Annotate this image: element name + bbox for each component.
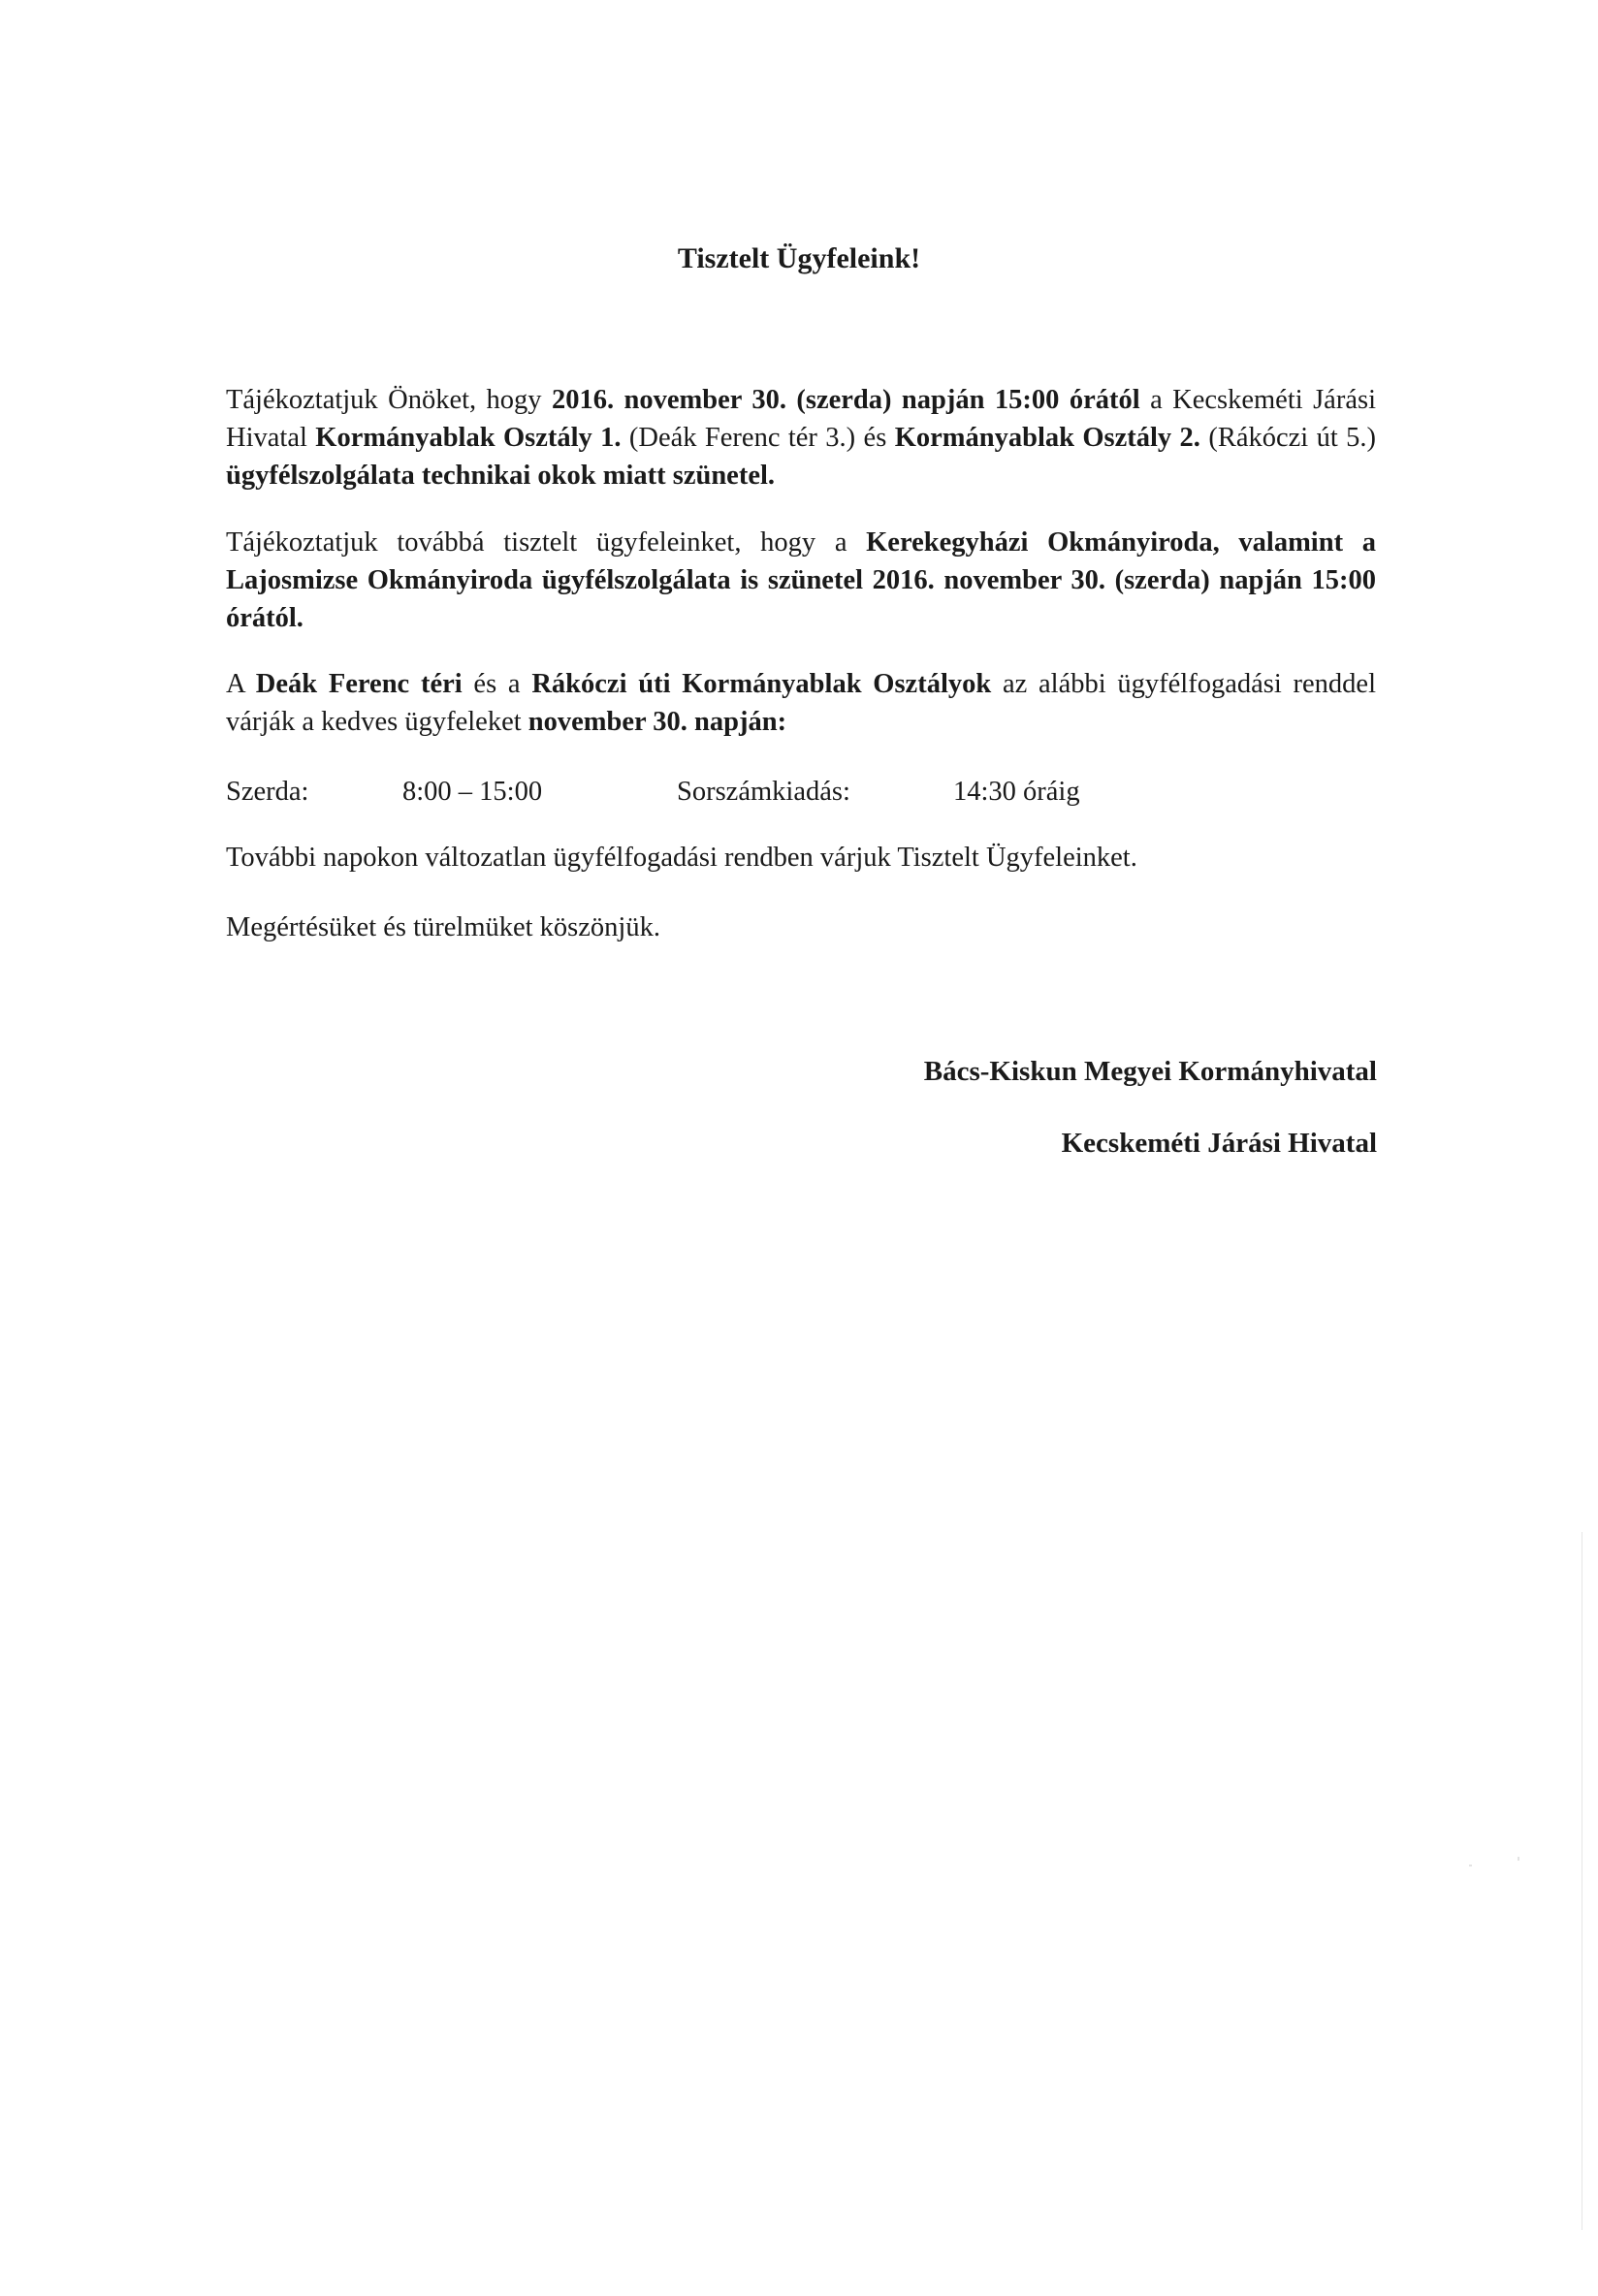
ticket-issue-label: Sorszámkiadás:	[677, 777, 850, 807]
p1-text-4: (Rákóczi út 5.)	[1199, 423, 1376, 453]
scan-speck	[1469, 1865, 1472, 1866]
hours-time-range: 8:00 – 15:00	[402, 777, 543, 807]
ticket-issue-time: 14:30 óráig	[953, 777, 1080, 807]
p3-text-2: és a	[462, 669, 532, 699]
p1-bold-office-1: Kormányablak Osztály 1.	[315, 423, 622, 453]
paragraph-opening-hours-intro	[226, 665, 1376, 741]
p3-bold-deak: Deák Ferenc téri	[255, 669, 463, 699]
p3-bold-rakoczi: Rákóczi úti Kormányablak Osztályok	[531, 669, 992, 699]
p2-bold-offices: Kerekegyházi Okmányiroda, valamint a Lajosmizse Okmányiroda ügyfélszolgálata is szünetel 2016. november 30. (szerda) napján 15:00 órától.	[226, 527, 1376, 633]
p1-text-2: a Kecskeméti Járási Hivatal	[226, 385, 1376, 453]
opening-hours-row	[226, 773, 1390, 812]
scan-speck	[1518, 1857, 1519, 1861]
paragraph-okmanyiroda-notice	[226, 524, 1376, 637]
p3-text-3: az alábbi ügyfélfogadási renddel várják a kedves ügyfeleket	[226, 669, 1376, 737]
p2-text-1: Tájékoztatjuk továbbá tisztelt ügyfeleinket, hogy a	[226, 527, 867, 558]
signature-office: Kecskeméti Járási Hivatal	[1061, 1128, 1377, 1159]
paragraph-thanks: Megértésüket és türelmüket köszönjük.	[226, 912, 660, 942]
signature-authority: Bács-Kiskun Megyei Kormányhivatal	[923, 1056, 1377, 1087]
paragraph-other-days: További napokon változatlan ügyfélfogadási rendben várjuk Tisztelt Ügyfeleinket.	[226, 843, 1137, 873]
hours-day: Szerda:	[226, 777, 309, 807]
p3-text-1: A	[226, 669, 256, 699]
p3-bold-date: november 30. napján:	[527, 707, 787, 737]
p1-bold-date: 2016. november 30. (szerda) napján 15:00 órától	[551, 385, 1140, 415]
p1-bold-office-2: Kormányablak Osztály 2.	[894, 423, 1200, 453]
p1-text-3: (Deák Ferenc tér 3.) és	[621, 423, 895, 453]
p1-text-1: Tájékoztatjuk Önöket, hogy	[226, 385, 552, 415]
paragraph-closure-notice	[226, 381, 1376, 494]
salutation-heading: Tisztelt Ügyfeleink!	[677, 242, 921, 274]
p1-bold-reason: ügyfélszolgálata technikai okok miatt szünetel.	[226, 461, 776, 491]
